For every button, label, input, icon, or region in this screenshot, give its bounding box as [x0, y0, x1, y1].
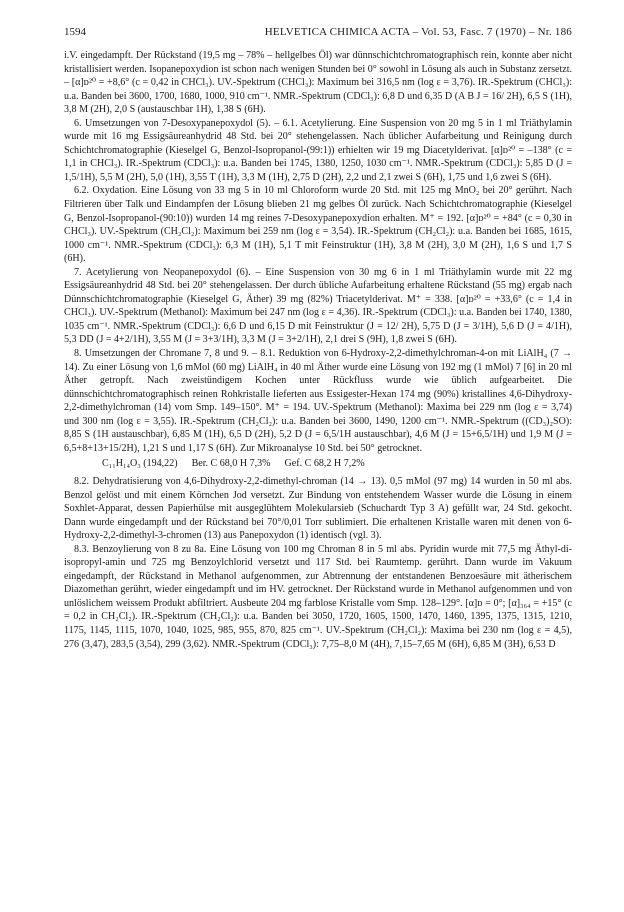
formula-found: Gef. C 68,2 H 7,2% [284, 458, 365, 470]
paragraph-intro: i.V. eingedampft. Der Rückstand (19,5 mg – 78% – hellgelbes Öl) war dünnschichtchromatographisch rein, konnte aber nicht kristallisiert werden. Isopanepoxydion ist schon nach wenigen Stunden bei 0° sowohl in Lösung als auch in Substanz zersetzt. – [α]ᴅ²⁰ = +8,6° (c = 0,42 in CHCl₃). UV.-Spektrum (CHCl₃): Maximum bei 316,5 nm (log ε = 3,76). IR.-Spektrum (CHCl₃): u.a. Banden bei 3600, 1700, 1680, 1000, 910 cm⁻¹. NMR.-Spektrum (CDCl₃): 6,8 D und 6,35 D (A B J = 16/ 2H), 6,5 S (1H), 3,8 M (2H), 2,0 S (austauschbar 1H), 1,38 S (6H). [64, 50, 572, 116]
section-6-2-paragraph: 6.2. Oxydation. Eine Lösung von 33 mg 5 in 10 ml Chloroform wurde 20 Std. mit 125 mg MnO₂ bei 20° gerührt. Nach Filtrieren über Talk und Eindampfen der Lösung blieben 21 mg gelbes Öl zurück. Nach Schichtchromatographie (Kieselgel G, Benzol-Isopropanol-(90:10)) wurden 14 mg reines 7-Desoxypanepoxydion erhalten. M⁺ = 192. [α]ᴅ²⁰ = +84° (c = 0,30 in CHCl₃). UV.-Spektrum (CH₂Cl₂): Maximum bei 259 nm (log ε = 3,54). IR.-Spektrum (CH₂Cl₂): u.a. Banden bei 1685, 1615, 1000 cm⁻¹. NMR.-Spektrum (CDCl₃): 6,3 M (1H), 5,1 T mit Feinstruktur (1H), 3,8 M (2H), 3,0 M (2H), 1,6 S und 1,7 S (6H). [64, 185, 572, 265]
running-title: HELVETICA CHIMICA ACTA – Vol. 53, Fasc. 7 (1970) – Nr. 186 [264, 26, 572, 38]
journal-page [64, 26, 572, 651]
section-6-paragraph: 6. Umsetzungen von 7-Desoxypanepoxydol (5). – 6.1. Acetylierung. Eine Suspension von 20 mg 5 in 1 ml Triäthylamin wurde mit 16 mg Essigsäureanhydrid 48 Std. bei 20° stehengelassen. Nach üblicher Aufarbeitung und Reinigung durch Schichtchromatographie (Kieselgel G, Benzol-Isopropanol-(99:1)) erhielten wir 19 mg Diacetylderivat. [α]ᴅ²⁰ = –138° (c = 1,1 in CHCl₃). IR.-Spektrum (CDCl₃): u.a. Banden bei 1745, 1380, 1250, 1030 cm⁻¹. NMR.-Spektrum (CDCl₃): 5,85 D (J = 1,5/1H), 5,5 M (2H), 5,0 (1H), 3,55 T (1H), 3,3 M (1H), 2,75 D (2H), 2,2 und 2,1 zwei S (6H), 1,75 und 1,6 zwei S (6H). [64, 117, 572, 183]
section-7-paragraph: 7. Acetylierung von Neopanepoxydol (6). – Eine Suspension von 30 mg 6 in 1 ml Triäthylamin wurde mit 22 mg Essigsäureanhydrid 48 Std. bei 20° stehengelassen. Der durch übliche Aufarbeitung erhaltene Rückstand (55 mg) ergab nach Dünnschichtchromatographie (Kieselgel G, Äther) 39 mg (82%) Triacetylderivat. M⁺ = 338. [α]ᴅ²⁰ = +33,6° (c = 1,4 in CHCl₃). UV.-Spektrum (Methanol): Maximum bei 247 nm (log ε = 4,36). IR.-Spektrum (CDCl₃): u.a. Banden bei 1740, 1380, 1035 cm⁻¹. NMR.-Spektrum (CDCl₃): 6,6 D und 6,15 D mit Feinstruktur (J = 12/ 2H), 5,75 D (J = 3/1H), 5,6 D (J = 4/1H), 5,3 DD (J = 4+2/1H), 3,55 M (J = 3+3/1H), 3,3 M (J = 3+2/1H), 2,1 drei S (9H), 1,8 zwei S (6H). [64, 266, 572, 346]
elemental-analysis [102, 457, 572, 471]
running-header [64, 26, 572, 39]
section-8-paragraph: 8. Umsetzungen der Chromane 7, 8 und 9. – 8.1. Reduktion von 6-Hydroxy-2,2-dimethylchroman-4-on mit LiAlH₄ (7 → 14). Zu einer Lösung von 1,6 mMol (60 mg) LiAlH₄ in 40 ml Äther wurde eine Lösung von 192 mg (1 mMol) 7 [6] in 20 ml Äther getropft. Nach zweistündigem Kochen unter Rückfluss wurde wie üblich aufgearbeitet. Die dünnschichtchromatographisch reinen Rohkristalle lieferten aus Essigester-Hexan 174 mg (90%) kristallines 4,6-Dihydroxy-2,2-dimethylchroman (14) vom Smp. 149–150°. M⁺ = 194. UV.-Spektrum (Methanol): Maxima bei 229 nm (log ε = 3,74) und 300 nm (log ε = 3,55). IR.-Spektrum (CH₂Cl₂): u.a. Banden bei 3600, 1490, 1200 cm⁻¹. NMR.-Spektrum ((CD₃)₂SO): 8,85 S (1H austauschbar), 6,85 M (1H), 6,5 D (2H), 5,2 D (J = 6,5/1H austauschbar), 4,6 M (J = 15+6,5/1H) und 1,9 M (J = 6,5+8+13+15/2H), 1,21 S und 1,17 S (6H). Zur Mikroanalyse 10 Std. bei 50° getrocknet. [64, 348, 572, 454]
formula-calculated: Ber. C 68,0 H 7,3% [191, 458, 271, 470]
section-8-2-paragraph: 8.2. Dehydratisierung von 4,6-Dihydroxy-2,2-dimethyl-chroman (14 → 13). 0,5 mMol (97 mg) 14 wurden in 50 ml abs. Benzol gelöst und mit einem Körnchen Jod versetzt. Zur Bindung von entstehendem Wasser wurde die Lösung in einem Soxhlet-Apparat, dessen Papierhülse mit ausgeglühtem Molekularsieb (Schuchardt Typ 3 A) gefüllt war, 24 Std. gekocht. Dann wurde eingedampft und der Rückstand bei 70°/0,01 Torr sublimiert. Die erhaltenen Kristalle waren mit denen von 6-Hydroxy-2,2-dimethyl-3-chromen (13) aus Panepoxydon (1) identisch (vgl. 3). [64, 475, 572, 542]
page-number: 1594 [64, 26, 86, 38]
formula-compound: C₁₁H₁₄O₃ (194,22) [102, 458, 178, 470]
section-8-3-paragraph: 8.3. Benzoylierung von 8 zu 8a. Eine Lösung von 100 mg Chroman 8 in 5 ml abs. Pyridin wurde mit 77,5 mg Äthyl-di-isopropyl-amin und 725 mg Benzoylchlorid versetzt und 117 Std. bei Raumtemp. gerührt. Dann wurde im Vakuum eingedampft, der Rückstand in Methanol aufgenommen, zur Abtrennung der entstandenen Benzoesäure mit ätherischem Diazomethan gerührt, wieder eingedampft und im HV. getrocknet. Der Rückstand wurde in Methanol aufgenommen und von unlöslichem weissem Produkt abfiltriert. Ausbeute 204 mg farblose Kristalle vom Smp. 128–129°. [α]ᴅ = 0°; [α]₃₆₄ = +15° (c = 0,2 in CH₂Cl₂). IR.-Spektrum (CH₂Cl₂): u.a. Banden bei 3050, 1720, 1605, 1500, 1470, 1460, 1395, 1375, 1315, 1210, 1175, 1145, 1115, 1070, 1040, 1025, 985, 955, 870, 825 cm⁻¹. UV.-Spektrum (CH₂Cl₂): Maxima bei 230 nm (log ε = 4,5), 276 (3,47), 283,5 (3,54), 299 (3,62). NMR.-Spektrum (CDCl₃): 7,75–8,0 M (4H), 7,15–7,65 M (6H), 6,85 M (3H), 6,53 D [64, 543, 572, 650]
